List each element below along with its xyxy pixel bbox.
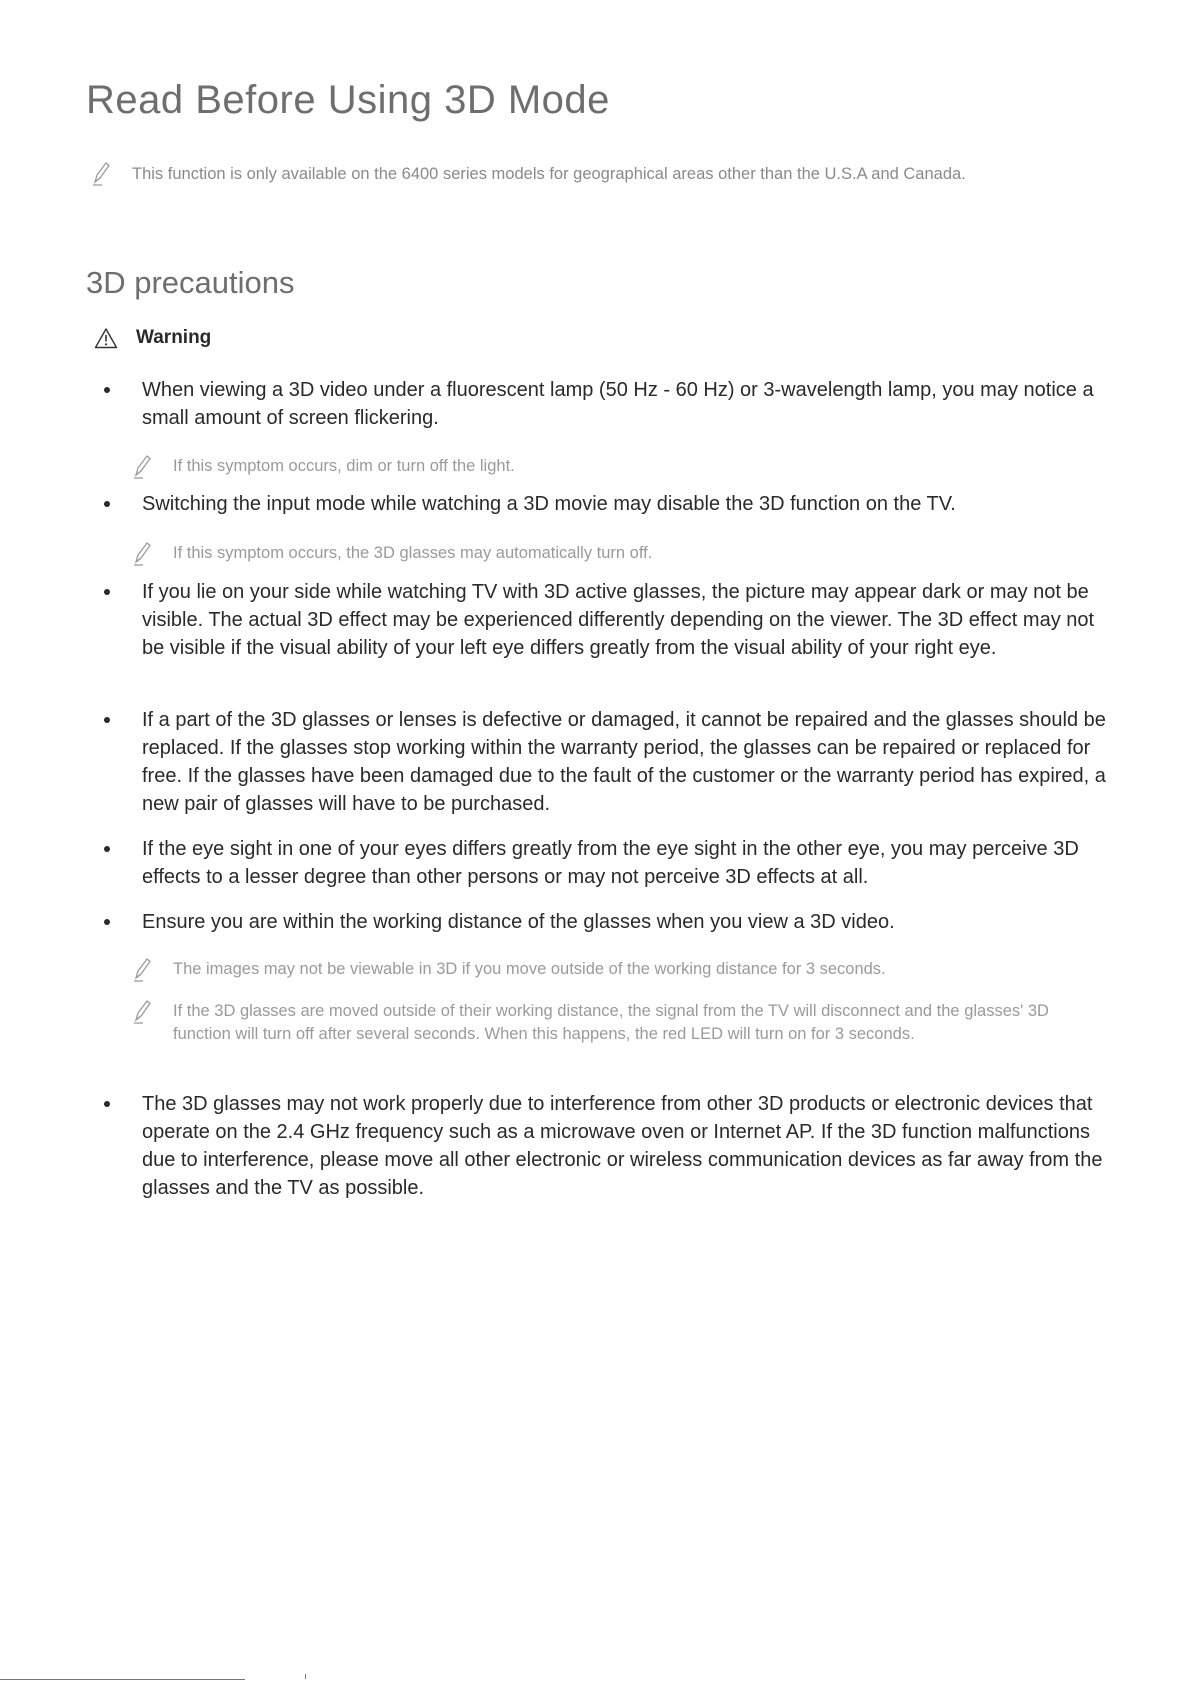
page-title: Read Before Using 3D Mode	[86, 78, 610, 122]
list-item	[104, 376, 1114, 432]
footer-rule	[0, 1679, 245, 1680]
list-item-text: The 3D glasses may not work properly due to interference from other 3D products or electronic devices that operate on the 2.4 GHz frequency such as a microwave oven or Internet AP. If the 3D function malfunctions due to interference, please move all other electronic or wireless communication devices as far away from the glasses and the TV as possible.	[142, 1093, 1103, 1199]
bullet-dot	[104, 387, 110, 393]
list-item-text: Switching the input mode while watching a 3D movie may disable the 3D function on the TV.	[142, 493, 956, 515]
bullet-dot	[104, 717, 110, 723]
bullet-dot	[104, 846, 110, 852]
section-title: 3D precautions	[86, 265, 295, 300]
intro-note	[92, 162, 1092, 187]
sub-note-text: If this symptom occurs, the 3D glasses may automatically turn off.	[173, 544, 653, 562]
list-item	[104, 490, 1114, 518]
sub-note-text: The images may not be viewable in 3D if you move outside of the working distance for 3 seconds.	[173, 960, 886, 978]
warning-label: Warning	[136, 327, 212, 348]
pencil-note-icon	[92, 160, 112, 186]
list-item-text: Ensure you are within the working distance of the glasses when you view a 3D video.	[142, 911, 895, 933]
list-item	[104, 1090, 1114, 1202]
sub-note	[133, 958, 1093, 982]
pencil-note-icon	[133, 453, 153, 479]
sub-note	[133, 542, 1093, 566]
bullet-dot	[104, 919, 110, 925]
bullet-dot	[104, 589, 110, 595]
list-item-text: If a part of the 3D glasses or lenses is defective or damaged, it cannot be repaired and the glasses should be replaced. If the glasses stop working within the warranty period, the glasses can be repaired or replaced for free. If the glasses have been damaged due to the fault of the customer or the warranty period has expired, a new pair of glasses will have to be purchased.	[142, 709, 1106, 815]
list-item-text: If the eye sight in one of your eyes differs greatly from the eye sight in the other eye, you may perceive 3D effects to a lesser degree than other persons or may not perceive 3D effects at all.	[142, 838, 1079, 888]
warning-triangle-icon	[94, 327, 118, 349]
pencil-note-icon	[133, 956, 153, 982]
sub-note	[133, 455, 1093, 479]
intro-note-text: This function is only available on the 6400 series models for geographical areas other than the U.S.A and Canada.	[132, 165, 966, 183]
list-item	[104, 578, 1114, 662]
sub-note	[133, 1000, 1093, 1046]
footer-tick	[305, 1674, 306, 1679]
list-item	[104, 908, 1114, 936]
sub-note-text: If the 3D glasses are moved outside of their working distance, the signal from the TV will disconnect and the glasses' 3D function will turn off after several seconds. When this happens, the red LED will turn on for 3 seconds.	[173, 1002, 1049, 1043]
pencil-note-icon	[133, 998, 153, 1024]
list-item-text: If you lie on your side while watching TV with 3D active glasses, the picture may appear dark or may not be visible. The actual 3D effect may be experienced differently depending on the viewer. The 3D effect may not be visible if the visual ability of your left eye differs greatly from the visual ability of your right eye.	[142, 581, 1095, 659]
list-item	[104, 835, 1114, 891]
bullet-dot	[104, 1101, 110, 1107]
warning-heading	[94, 327, 211, 349]
list-item	[104, 706, 1114, 818]
sub-note-text: If this symptom occurs, dim or turn off the light.	[173, 457, 515, 475]
pencil-note-icon	[133, 540, 153, 566]
bullet-dot	[104, 501, 110, 507]
list-item-text: When viewing a 3D video under a fluorescent lamp (50 Hz - 60 Hz) or 3-wavelength lamp, you may notice a small amount of screen flickering.	[142, 379, 1094, 429]
